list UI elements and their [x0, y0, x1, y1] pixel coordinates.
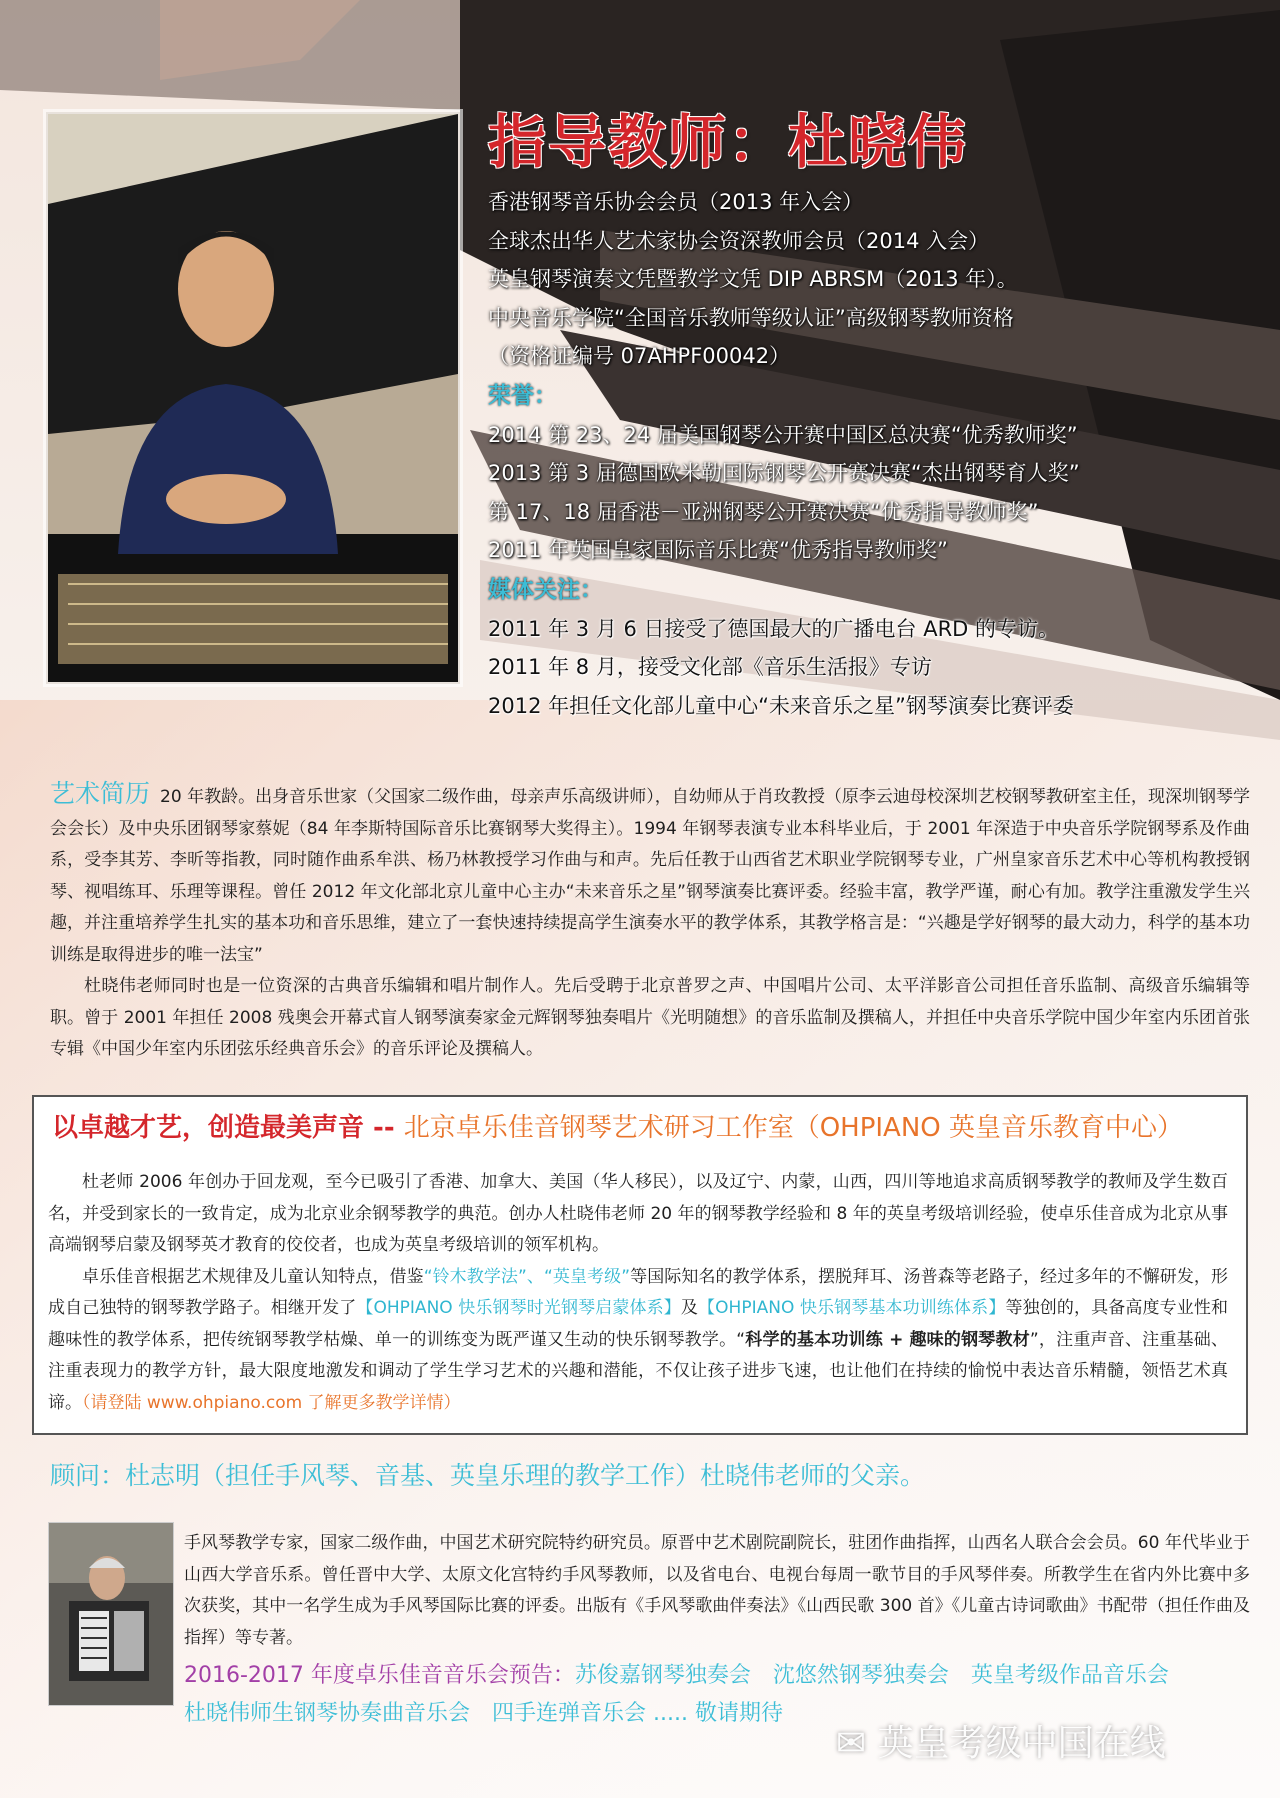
media-line: 2011 年 3 月 6 日接受了德国最大的广播电台 ARD 的专访。: [488, 616, 1060, 641]
credential-line: 英皇钢琴演奏文凭暨教学文凭 DIP ABRSM（2013 年）。: [488, 267, 1018, 291]
credential-line: 中央音乐学院“全国音乐教师等级认证”高级钢琴教师资格: [488, 305, 1014, 330]
studio-paragraph: [48, 1262, 1228, 1420]
credential-line: 香港钢琴音乐协会会员（2013 年入会）: [488, 190, 864, 214]
biography-paragraph: 杜晓伟老师同时也是一位资深的古典音乐编辑和唱片制作人。先后受聘于北京普罗之声、中国唱片公司、太平洋影音公司担任音乐监制、高级音乐编辑等职。曾于 2001 年担任 2008 残奥会开幕式盲人钢琴演奏家金元辉钢琴独奏唱片《光明随想》的音乐监制及撰稿人，并担任中央音乐学院中国少年室内乐团首张专辑《中国少年室内乐团弦乐经典音乐会》的音乐评论及撰稿人。: [50, 976, 1250, 1059]
studio-paragraph: 杜老师 2006 年创办于回龙观，至今已吸引了香港、加拿大、美国（华人移民），以及辽宁、内蒙，山西，四川等地追求高质钢琴教学的教师及学生数百名，并受到家长的一致肯定，成为北京业余钢琴教学的典范。创办人杜晓伟老师 20 年的钢琴教学经验和 8 年的英皇考级培训经验，使卓乐佳音成为北京从事高端钢琴启蒙及钢琴英才教育的佼佼者，也成为英皇考级培训的领军机构。: [48, 1172, 1228, 1255]
media-heading: 媒体关注：: [488, 576, 603, 603]
method-names: “铃木教学法”、“英皇考级”: [423, 1266, 631, 1287]
concert-lead: 2016-2017 年度卓乐佳音音乐会预告：: [184, 1663, 575, 1688]
biography-heading: 艺术简历: [50, 779, 151, 808]
system-name: 【OHPIANO 快乐钢琴时光钢琴启蒙体系】: [356, 1298, 681, 1318]
honor-line: 2013 第 3 届德国欧米勒国际钢琴公开赛决赛“杰出钢琴育人奖”: [488, 461, 1080, 485]
studio-info-box: [32, 1095, 1248, 1435]
credential-line: （资格证编号 07AHPF00042）: [488, 344, 791, 368]
concert-list: 杜晓伟师生钢琴协奏曲音乐会 四手连弹音乐会 ..... 敬请期待: [184, 1701, 783, 1726]
advisor-photo: [48, 1522, 174, 1706]
text-span: 卓乐佳音根据艺术规律及儿童认知特点，借鉴: [82, 1266, 424, 1287]
credential-line: 全球杰出华人艺术家协会资深教师会员（2014 入会）: [488, 228, 990, 253]
system-name: 【OHPIANO 快乐钢琴基本功训练体系】: [698, 1298, 1006, 1318]
honor-line: 第 17、18 届香港－亚洲钢琴公开赛决赛“优秀指导教师奖”: [488, 499, 1039, 524]
studio-slogan: 以卓越才艺，创造最美声音 --: [52, 1113, 404, 1143]
honor-line: 2014 第 23、24 届美国钢琴公开赛中国区总决赛“优秀教师奖”: [488, 422, 1078, 447]
studio-description: [48, 1167, 1228, 1419]
website-link[interactable]: （请登陆 www.ohpiano.com 了解更多教学详情）: [82, 1392, 461, 1413]
studio-heading: [52, 1107, 1183, 1144]
text-span: 及: [680, 1298, 699, 1318]
biography-section: [50, 778, 1250, 1066]
page-title: 指导教师：杜晓伟: [488, 108, 969, 176]
media-line: 2011 年 8 月，接受文化部《音乐生活报》专访: [488, 655, 932, 679]
studio-name: 北京卓乐佳音钢琴艺术研习工作室（OHPIANO 英皇音乐教育中心）: [403, 1113, 1184, 1143]
honor-line: 2011 年英国皇家国际音乐比赛“优秀指导教师奖”: [488, 538, 948, 562]
advisor-description: 手风琴教学专家，国家二级作曲，中国艺术研究院特约研究员。原晋中艺术剧院副院长，驻团作曲指挥，山西名人联合会会员。60 年代毕业于山西大学音乐系。曾任晋中大学、太原文化宫特约手风琴教师，以及省电台、电视台每周一歌节目的手风琴伴奏。所教学生在省内外比赛中多次获奖，其中一名学生成为手风琴国际比赛的评委。出版有《手风琴歌曲伴奏法》《山西民歌 300 首》《儿童古诗词歌曲》书配带（担任作曲及指挥）等专著。: [184, 1533, 1250, 1648]
text-span: ”，注重声音、注重基础、注重表现力的教学方针，最大限度地激发和调动了学生学习艺术的兴趣和潜能，不仅让孩子进步飞速，也让他们在持续的愉悦中表达音乐精髓，领悟艺术真谛。: [48, 1329, 1228, 1413]
honors-heading: 荣誉：: [488, 382, 557, 409]
text-span: 等国际知名的教学体系，摆脱拜耳、汤普森等老路子，经过多年的不懈研发，形成自己独特的钢琴教学路子。相继开发了: [48, 1266, 1229, 1318]
concert-list: 苏俊嘉钢琴独奏会 沈悠然钢琴独奏会 英皇考级作品音乐会: [574, 1663, 1169, 1688]
media-line: 2012 年担任文化部儿童中心“未来音乐之星”钢琴演奏比赛评委: [488, 693, 1074, 718]
advisor-heading: 顾问：杜志明（担任手风琴、音基、英皇乐理的教学工作）杜晓伟老师的父亲。: [50, 1461, 926, 1490]
teacher-credentials: [488, 183, 1248, 725]
watermark-text: 英皇考级中国在线: [877, 1723, 1166, 1764]
motto: 科学的基本功训练 + 趣味的钢琴教材: [745, 1329, 1030, 1350]
wechat-icon: ✉: [836, 1723, 878, 1764]
biography-paragraph: 20 年教龄。出身音乐世家（父国家二级作曲，母亲声乐高级讲师），自幼师从于肖玫教授（原李云迪母校深圳艺校钢琴教研室主任，现深圳钢琴学会会长）及中央乐团钢琴家蔡妮（84 年李斯特国际音乐比赛钢琴大奖得主）。1994 年钢琴表演专业本科毕业后，于 2001 年深造于中央音乐学院钢琴系及作曲系，受李其芳、李昕等指教，同时随作曲系牟洪、杨乃林教授学习作曲与和声。先后任教于山西省艺术职业学院钢琴专业，广州皇家音乐艺术中心等机构教授钢琴、视唱练耳、乐理等课程。曾任 2012 年文化部北京儿童中心主办“未来音乐之星”钢琴演奏比赛评委。经验丰富，教学严谨，耐心有加。教学注重激发学生兴趣，并注重培养学生扎实的基本功和音乐思维，建立了一套快速持续提高学生演奏水平的教学体系，其教学格言是：“兴趣是学好钢琴的最大动力，科学的基本功训练是取得进步的唯一法宝”: [50, 787, 1250, 965]
text-span: 等独创的，具备高度专业性和趣味性的教学体系，把传统钢琴教学枯燥、单一的训练变为既严谨又生动的快乐钢琴教学。“: [48, 1298, 1229, 1350]
teacher-photo: [46, 112, 460, 684]
wechat-watermark: [836, 1715, 1166, 1766]
